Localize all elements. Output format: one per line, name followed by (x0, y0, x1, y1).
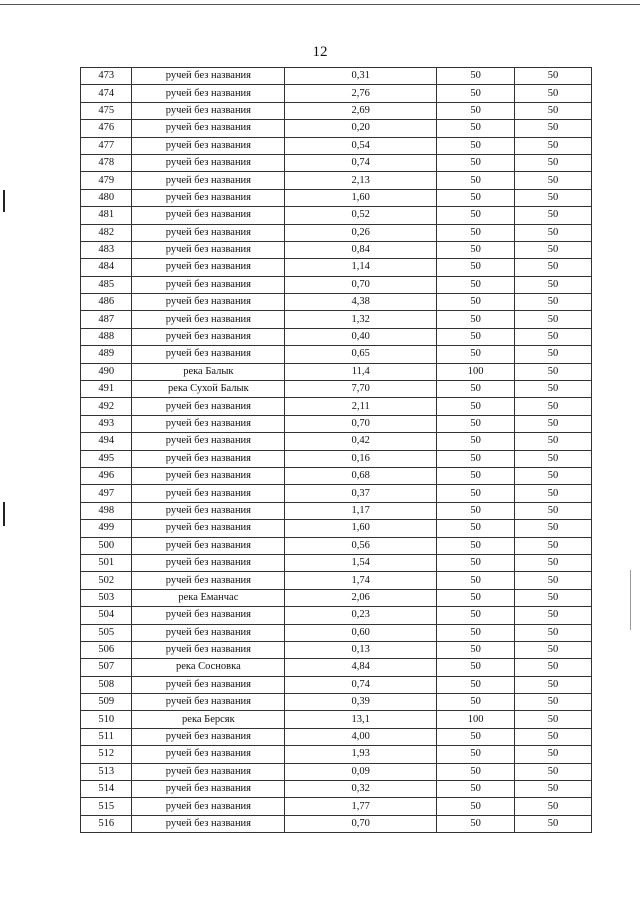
protection-zone-width-cell: 50 (437, 781, 515, 798)
coastal-strip-width-cell: 50 (515, 415, 592, 432)
length-km-cell: 1,32 (285, 311, 437, 328)
watercourse-name-cell: ручей без названия (132, 102, 285, 119)
coastal-strip-width-cell: 50 (515, 502, 592, 519)
table-row (81, 537, 592, 554)
coastal-strip-width-cell: 50 (515, 589, 592, 606)
watercourse-name-cell: ручей без названия (132, 328, 285, 345)
protection-zone-width-cell: 50 (437, 120, 515, 137)
protection-zone-width-cell: 50 (437, 433, 515, 450)
row-number-cell: 482 (81, 224, 132, 241)
protection-zone-width-cell: 50 (437, 554, 515, 571)
table-row (81, 781, 592, 798)
row-number-cell: 514 (81, 781, 132, 798)
watercourse-name-cell: река Еманчас (132, 589, 285, 606)
row-number-cell: 496 (81, 467, 132, 484)
length-km-cell: 0,74 (285, 676, 437, 693)
length-km-cell: 0,13 (285, 641, 437, 658)
row-number-cell: 499 (81, 520, 132, 537)
length-km-cell: 4,00 (285, 728, 437, 745)
row-number-cell: 508 (81, 676, 132, 693)
coastal-strip-width-cell: 50 (515, 433, 592, 450)
protection-zone-width-cell: 50 (437, 763, 515, 780)
length-km-cell: 0,16 (285, 450, 437, 467)
table-row (81, 346, 592, 363)
length-km-cell: 2,69 (285, 102, 437, 119)
row-number-cell: 498 (81, 502, 132, 519)
watercourse-name-cell: ручей без названия (132, 537, 285, 554)
length-km-cell: 0,70 (285, 415, 437, 432)
watercourse-name-cell: ручей без названия (132, 85, 285, 102)
table-row (81, 137, 592, 154)
table-row (81, 763, 592, 780)
protection-zone-width-cell: 50 (437, 346, 515, 363)
protection-zone-width-cell: 50 (437, 641, 515, 658)
length-km-cell: 0,31 (285, 68, 437, 85)
protection-zone-width-cell: 50 (437, 85, 515, 102)
watercourse-name-cell: ручей без названия (132, 763, 285, 780)
protection-zone-width-cell: 50 (437, 589, 515, 606)
coastal-strip-width-cell: 50 (515, 294, 592, 311)
row-number-cell: 477 (81, 137, 132, 154)
protection-zone-width-cell: 50 (437, 624, 515, 641)
length-km-cell: 0,74 (285, 154, 437, 171)
protection-zone-width-cell: 50 (437, 311, 515, 328)
watercourse-name-cell: ручей без названия (132, 68, 285, 85)
watercourse-name-cell: ручей без названия (132, 624, 285, 641)
table-row (81, 259, 592, 276)
protection-zone-width-cell: 50 (437, 746, 515, 763)
length-km-cell: 1,14 (285, 259, 437, 276)
protection-zone-width-cell: 50 (437, 172, 515, 189)
table-row (81, 711, 592, 728)
table-row (81, 328, 592, 345)
row-number-cell: 473 (81, 68, 132, 85)
table-row (81, 363, 592, 380)
row-number-cell: 476 (81, 120, 132, 137)
coastal-strip-width-cell: 50 (515, 346, 592, 363)
length-km-cell: 0,70 (285, 815, 437, 832)
length-km-cell: 1,17 (285, 502, 437, 519)
coastal-strip-width-cell: 50 (515, 520, 592, 537)
row-number-cell: 511 (81, 728, 132, 745)
row-number-cell: 507 (81, 659, 132, 676)
coastal-strip-width-cell: 50 (515, 241, 592, 258)
table-row (81, 589, 592, 606)
length-km-cell: 4,84 (285, 659, 437, 676)
coastal-strip-width-cell: 50 (515, 68, 592, 85)
watercourse-name-cell: ручей без названия (132, 572, 285, 589)
streams-table-body (81, 68, 592, 833)
table-row (81, 294, 592, 311)
coastal-strip-width-cell: 50 (515, 763, 592, 780)
row-number-cell: 486 (81, 294, 132, 311)
watercourse-name-cell: ручей без названия (132, 172, 285, 189)
row-number-cell: 513 (81, 763, 132, 780)
coastal-strip-width-cell: 50 (515, 694, 592, 711)
coastal-strip-width-cell: 50 (515, 224, 592, 241)
watercourse-name-cell: ручей без названия (132, 294, 285, 311)
length-km-cell: 0,70 (285, 276, 437, 293)
coastal-strip-width-cell: 50 (515, 207, 592, 224)
coastal-strip-width-cell: 50 (515, 311, 592, 328)
row-number-cell: 480 (81, 189, 132, 206)
table-row (81, 728, 592, 745)
coastal-strip-width-cell: 50 (515, 537, 592, 554)
coastal-strip-width-cell: 50 (515, 189, 592, 206)
row-number-cell: 493 (81, 415, 132, 432)
row-number-cell: 484 (81, 259, 132, 276)
length-km-cell: 0,20 (285, 120, 437, 137)
length-km-cell: 0,40 (285, 328, 437, 345)
protection-zone-width-cell: 50 (437, 276, 515, 293)
table-row (81, 276, 592, 293)
table-row (81, 433, 592, 450)
table-row (81, 68, 592, 85)
row-number-cell: 509 (81, 694, 132, 711)
row-number-cell: 500 (81, 537, 132, 554)
row-number-cell: 504 (81, 607, 132, 624)
protection-zone-width-cell: 50 (437, 68, 515, 85)
coastal-strip-width-cell: 50 (515, 781, 592, 798)
table-row (81, 189, 592, 206)
table-row (81, 120, 592, 137)
watercourse-name-cell: ручей без названия (132, 485, 285, 502)
length-km-cell: 1,93 (285, 746, 437, 763)
coastal-strip-width-cell: 50 (515, 154, 592, 171)
protection-zone-width-cell: 50 (437, 537, 515, 554)
coastal-strip-width-cell: 50 (515, 554, 592, 571)
protection-zone-width-cell: 50 (437, 485, 515, 502)
table-row (81, 520, 592, 537)
length-km-cell: 0,39 (285, 694, 437, 711)
table-row (81, 676, 592, 693)
watercourse-name-cell: ручей без названия (132, 207, 285, 224)
watercourse-name-cell: река Сухой Балык (132, 381, 285, 398)
watercourse-name-cell: ручей без названия (132, 120, 285, 137)
watercourse-name-cell: ручей без названия (132, 520, 285, 537)
protection-zone-width-cell: 50 (437, 189, 515, 206)
watercourse-name-cell: ручей без названия (132, 224, 285, 241)
length-km-cell: 2,11 (285, 398, 437, 415)
length-km-cell: 0,60 (285, 624, 437, 641)
streams-table (80, 67, 592, 833)
coastal-strip-width-cell: 50 (515, 607, 592, 624)
table-row (81, 311, 592, 328)
row-number-cell: 503 (81, 589, 132, 606)
protection-zone-width-cell: 50 (437, 154, 515, 171)
protection-zone-width-cell: 50 (437, 294, 515, 311)
length-km-cell: 0,84 (285, 241, 437, 258)
row-number-cell: 487 (81, 311, 132, 328)
protection-zone-width-cell: 50 (437, 450, 515, 467)
protection-zone-width-cell: 50 (437, 520, 515, 537)
watercourse-name-cell: ручей без названия (132, 398, 285, 415)
coastal-strip-width-cell: 50 (515, 728, 592, 745)
watercourse-name-cell: ручей без названия (132, 502, 285, 519)
length-km-cell: 1,60 (285, 520, 437, 537)
row-number-cell: 506 (81, 641, 132, 658)
scan-mark-left-2 (3, 502, 5, 526)
protection-zone-width-cell: 50 (437, 502, 515, 519)
length-km-cell: 0,23 (285, 607, 437, 624)
row-number-cell: 489 (81, 346, 132, 363)
coastal-strip-width-cell: 50 (515, 659, 592, 676)
coastal-strip-width-cell: 50 (515, 85, 592, 102)
table-row (81, 467, 592, 484)
table-row (81, 224, 592, 241)
protection-zone-width-cell: 50 (437, 102, 515, 119)
protection-zone-width-cell: 50 (437, 328, 515, 345)
table-row (81, 485, 592, 502)
length-km-cell: 4,38 (285, 294, 437, 311)
row-number-cell: 474 (81, 85, 132, 102)
row-number-cell: 505 (81, 624, 132, 641)
coastal-strip-width-cell: 50 (515, 711, 592, 728)
length-km-cell: 11,4 (285, 363, 437, 380)
watercourse-name-cell: ручей без названия (132, 311, 285, 328)
protection-zone-width-cell: 50 (437, 815, 515, 832)
coastal-strip-width-cell: 50 (515, 467, 592, 484)
protection-zone-width-cell: 50 (437, 415, 515, 432)
table-row (81, 502, 592, 519)
length-km-cell: 0,09 (285, 763, 437, 780)
protection-zone-width-cell: 50 (437, 798, 515, 815)
scan-mark-top (0, 4, 640, 5)
protection-zone-width-cell: 50 (437, 607, 515, 624)
protection-zone-width-cell: 50 (437, 694, 515, 711)
coastal-strip-width-cell: 50 (515, 641, 592, 658)
watercourse-name-cell: ручей без названия (132, 189, 285, 206)
length-km-cell: 0,68 (285, 467, 437, 484)
table-row (81, 207, 592, 224)
protection-zone-width-cell: 50 (437, 659, 515, 676)
coastal-strip-width-cell: 50 (515, 676, 592, 693)
length-km-cell: 2,13 (285, 172, 437, 189)
table-row (81, 798, 592, 815)
coastal-strip-width-cell: 50 (515, 328, 592, 345)
length-km-cell: 0,37 (285, 485, 437, 502)
table-row (81, 746, 592, 763)
protection-zone-width-cell: 50 (437, 676, 515, 693)
row-number-cell: 481 (81, 207, 132, 224)
watercourse-name-cell: ручей без названия (132, 346, 285, 363)
coastal-strip-width-cell: 50 (515, 137, 592, 154)
row-number-cell: 516 (81, 815, 132, 832)
watercourse-name-cell: ручей без названия (132, 415, 285, 432)
row-number-cell: 501 (81, 554, 132, 571)
watercourse-name-cell: река Сосновка (132, 659, 285, 676)
length-km-cell: 0,42 (285, 433, 437, 450)
length-km-cell: 13,1 (285, 711, 437, 728)
watercourse-name-cell: ручей без названия (132, 798, 285, 815)
row-number-cell: 483 (81, 241, 132, 258)
table-row (81, 641, 592, 658)
watercourse-name-cell: ручей без названия (132, 781, 285, 798)
watercourse-name-cell: ручей без названия (132, 276, 285, 293)
watercourse-name-cell: ручей без названия (132, 467, 285, 484)
watercourse-name-cell: ручей без названия (132, 241, 285, 258)
table-row (81, 659, 592, 676)
protection-zone-width-cell: 50 (437, 381, 515, 398)
length-km-cell: 2,76 (285, 85, 437, 102)
protection-zone-width-cell: 50 (437, 572, 515, 589)
coastal-strip-width-cell: 50 (515, 363, 592, 380)
table-row (81, 415, 592, 432)
length-km-cell: 0,56 (285, 537, 437, 554)
table-row (81, 624, 592, 641)
row-number-cell: 488 (81, 328, 132, 345)
coastal-strip-width-cell: 50 (515, 624, 592, 641)
watercourse-name-cell: ручей без названия (132, 433, 285, 450)
coastal-strip-width-cell: 50 (515, 120, 592, 137)
watercourse-name-cell: ручей без названия (132, 554, 285, 571)
row-number-cell: 494 (81, 433, 132, 450)
table-row (81, 815, 592, 832)
row-number-cell: 512 (81, 746, 132, 763)
watercourse-name-cell: ручей без названия (132, 607, 285, 624)
table-row (81, 241, 592, 258)
protection-zone-width-cell: 50 (437, 207, 515, 224)
length-km-cell: 1,60 (285, 189, 437, 206)
protection-zone-width-cell: 100 (437, 711, 515, 728)
coastal-strip-width-cell: 50 (515, 450, 592, 467)
coastal-strip-width-cell: 50 (515, 398, 592, 415)
row-number-cell: 495 (81, 450, 132, 467)
coastal-strip-width-cell: 50 (515, 381, 592, 398)
length-km-cell: 0,65 (285, 346, 437, 363)
protection-zone-width-cell: 50 (437, 241, 515, 258)
watercourse-name-cell: ручей без названия (132, 815, 285, 832)
watercourse-name-cell: ручей без названия (132, 728, 285, 745)
coastal-strip-width-cell: 50 (515, 746, 592, 763)
coastal-strip-width-cell: 50 (515, 572, 592, 589)
watercourse-name-cell: река Балык (132, 363, 285, 380)
row-number-cell: 491 (81, 381, 132, 398)
row-number-cell: 478 (81, 154, 132, 171)
protection-zone-width-cell: 50 (437, 467, 515, 484)
row-number-cell: 485 (81, 276, 132, 293)
page-number: 12 (312, 44, 328, 60)
table-row (81, 381, 592, 398)
length-km-cell: 7,70 (285, 381, 437, 398)
coastal-strip-width-cell: 50 (515, 102, 592, 119)
table-row (81, 102, 592, 119)
table-row (81, 172, 592, 189)
watercourse-name-cell: река Берсяк (132, 711, 285, 728)
protection-zone-width-cell: 50 (437, 224, 515, 241)
watercourse-name-cell: ручей без названия (132, 137, 285, 154)
coastal-strip-width-cell: 50 (515, 815, 592, 832)
scan-mark-right-1 (630, 570, 631, 630)
watercourse-name-cell: ручей без названия (132, 154, 285, 171)
row-number-cell: 497 (81, 485, 132, 502)
table-row (81, 398, 592, 415)
watercourse-name-cell: ручей без названия (132, 259, 285, 276)
row-number-cell: 502 (81, 572, 132, 589)
table-row (81, 450, 592, 467)
row-number-cell: 475 (81, 102, 132, 119)
protection-zone-width-cell: 100 (437, 363, 515, 380)
table-row (81, 572, 592, 589)
protection-zone-width-cell: 50 (437, 259, 515, 276)
watercourse-name-cell: ручей без названия (132, 694, 285, 711)
protection-zone-width-cell: 50 (437, 728, 515, 745)
coastal-strip-width-cell: 50 (515, 276, 592, 293)
scan-mark-left-1 (3, 190, 5, 212)
protection-zone-width-cell: 50 (437, 137, 515, 154)
length-km-cell: 1,54 (285, 554, 437, 571)
table-row (81, 607, 592, 624)
length-km-cell: 0,32 (285, 781, 437, 798)
row-number-cell: 479 (81, 172, 132, 189)
coastal-strip-width-cell: 50 (515, 172, 592, 189)
row-number-cell: 510 (81, 711, 132, 728)
coastal-strip-width-cell: 50 (515, 798, 592, 815)
length-km-cell: 0,54 (285, 137, 437, 154)
row-number-cell: 492 (81, 398, 132, 415)
length-km-cell: 0,26 (285, 224, 437, 241)
watercourse-name-cell: ручей без названия (132, 676, 285, 693)
table-row (81, 554, 592, 571)
length-km-cell: 0,52 (285, 207, 437, 224)
table-row (81, 694, 592, 711)
table-row (81, 85, 592, 102)
watercourse-name-cell: ручей без названия (132, 641, 285, 658)
coastal-strip-width-cell: 50 (515, 259, 592, 276)
length-km-cell: 2,06 (285, 589, 437, 606)
row-number-cell: 490 (81, 363, 132, 380)
length-km-cell: 1,74 (285, 572, 437, 589)
table-row (81, 154, 592, 171)
row-number-cell: 515 (81, 798, 132, 815)
protection-zone-width-cell: 50 (437, 398, 515, 415)
length-km-cell: 1,77 (285, 798, 437, 815)
coastal-strip-width-cell: 50 (515, 485, 592, 502)
watercourse-name-cell: ручей без названия (132, 450, 285, 467)
watercourse-name-cell: ручей без названия (132, 746, 285, 763)
